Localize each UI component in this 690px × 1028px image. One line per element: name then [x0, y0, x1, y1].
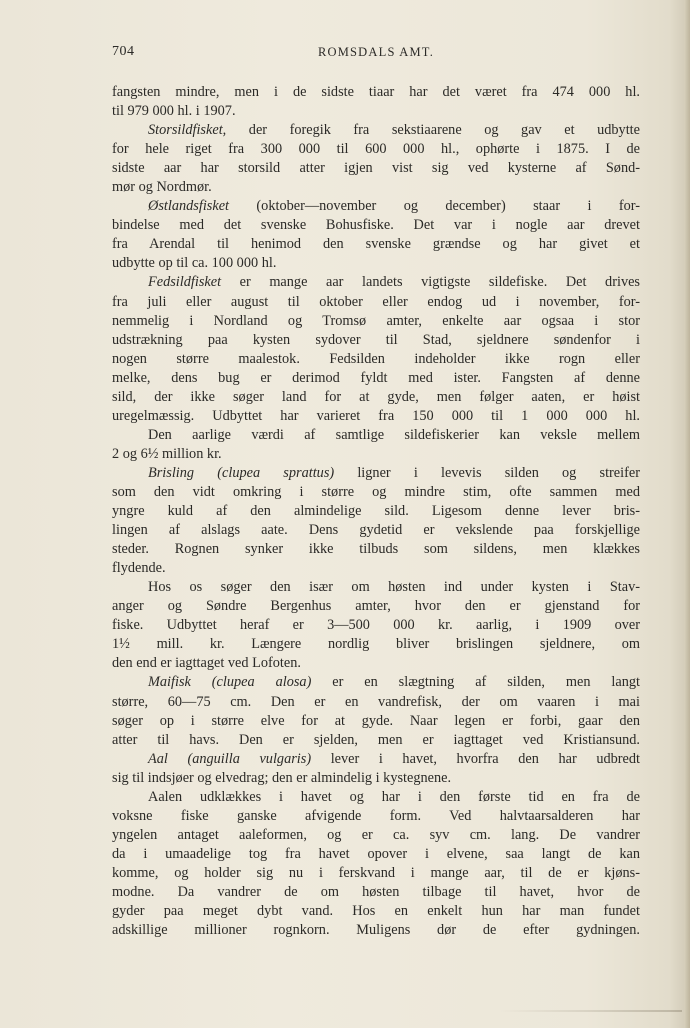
text-line: større, 60—75 cm. Den er en vandrefisk, der om vaaren i mai [112, 693, 640, 710]
text-line: fra Arendal til henimod den svenske grændse og har givet et [112, 236, 640, 253]
text-line: voksne fiske ganske afvigende form. Ved halvtaarsalderen har [112, 807, 640, 824]
text-line: nemmelig i Nordland og Tromsø amter, enkelte aar ogsaa i stor [112, 312, 640, 329]
text-line: lingen af alslags aate. Dens gydetid er vekslende paa forskjellige [112, 522, 640, 539]
text-line: melke, dens bug er derimod fyldt med ister. Fangsten af denne [112, 369, 640, 386]
text-line: den end er iagttaget ved Lofoten. [112, 655, 301, 672]
page-header [112, 44, 640, 64]
text-line: nogen større maalestok. Fedsilden indeholder ikke rogn eller [112, 350, 640, 367]
text-line: søger op i større elve for at gyde. Naar legen er forbi, gaar den [112, 712, 640, 729]
text-line: Den aarlige værdi af samtlige sildefiskerier kan veksle mellem [148, 426, 640, 443]
text-line: anger og Søndre Bergenhus amter, hvor den er gjenstand for [112, 598, 640, 615]
text-line: flydende. [112, 560, 166, 577]
text-line: Aal (anguilla vulgaris) lever i havet, hvorfra den har udbredt [148, 750, 640, 767]
text-line: sig til indsjøer og elvedrag; den er almindelig i kystegnene. [112, 769, 452, 786]
text-line: atter til havs. Den er sjelden, men er iagttaget ved Kristiansund. [112, 731, 640, 748]
text-line: Fedsildfisket er mange aar landets vigtigste sildefiske. Det drives [148, 274, 640, 291]
text-line: udstrækning paa kysten sydover til Stad, sjeldnere søndenfor i [112, 331, 640, 348]
text-line: fra juli eller august til oktober eller endog ud i november, for- [112, 293, 640, 310]
page-number: 704 [112, 44, 135, 59]
text-line: sidste aar har storsild atter igjen vist sig ved kysterne af Sønd- [112, 160, 640, 177]
text-line: yngelen antaget aaleformen, og er ca. syv cm. lang. De vandrer [112, 826, 640, 843]
text-line: komme, og holder sig nu i ferskvand i mange aar, til de er kjøns- [112, 864, 640, 881]
running-head: ROMSDALS AMT. [317, 45, 435, 59]
page-bottom-shadow [500, 1010, 682, 1012]
text-line: uregelmæssig. Udbyttet har varieret fra 150 000 til 1 000 000 hl. [112, 407, 640, 424]
text-line: Aalen udklækkes i havet og har i den første tid en fra de [148, 788, 640, 805]
text-line: mør og Nordmør. [112, 179, 212, 196]
text-line: gyder paa meget dybt vand. Hos en enkelt hun har man fundet [112, 903, 640, 920]
text-line: bindelse med det svenske Bohusfiske. Det var i nogle aar drevet [112, 217, 640, 234]
text-line: Brisling (clupea sprattus) ligner i levevis silden og streifer [148, 464, 640, 481]
text-line: til 979 000 hl. i 1907. [112, 103, 236, 120]
text-line: udbytte op til ca. 100 000 hl. [112, 255, 277, 272]
text-line: som den vidt omkring i større og mindre stim, ofte sammen med [112, 483, 640, 500]
text-line: 1½ mill. kr. Længere nordlig bliver brislingen sjeldnere, om [112, 636, 640, 653]
text-line: 2 og 6½ million kr. [112, 445, 222, 462]
text-line: da i umaadelige tog fra havet opover i elvene, saa langt de kan [112, 845, 640, 862]
text-line: yngre kuld af den almindelige sild. Ligesom denne lever bris- [112, 503, 640, 520]
text-line: modne. Da vandrer de om høsten tilbage til havet, hvor de [112, 883, 640, 900]
text-line: Storsildfisket, der foregik fra sekstiaarene og gav et udbytte [148, 122, 640, 139]
text-line: for hele riget fra 300 000 til 600 000 hl., ophørte i 1875. I de [112, 141, 640, 158]
text-line: Østlandsfisket (oktober—november og december) staar i for- [148, 198, 640, 215]
text-line: sild, der ikke søger land for at gyde, men følger aaten, er høist [112, 388, 640, 405]
text-line: steder. Rognen synker ikke tilbuds som sildens, men klækkes [112, 541, 640, 558]
text-line: fiske. Udbyttet heraf er 3—500 000 kr. aarlig, i 1909 over [112, 617, 640, 634]
page-edge-shadow [684, 0, 690, 1028]
text-line: Hos os søger den især om høsten ind under kysten i Stav- [148, 579, 640, 596]
text-line: Maifisk (clupea alosa) er en slægtning af silden, men langt [148, 674, 640, 691]
body-text [112, 83, 640, 940]
text-line: adskillige millioner rognkorn. Muligens dør de efter gydningen. [112, 922, 640, 939]
text-line: fangsten mindre, men i de sidste tiaar har det været fra 474 000 hl. [112, 84, 640, 100]
